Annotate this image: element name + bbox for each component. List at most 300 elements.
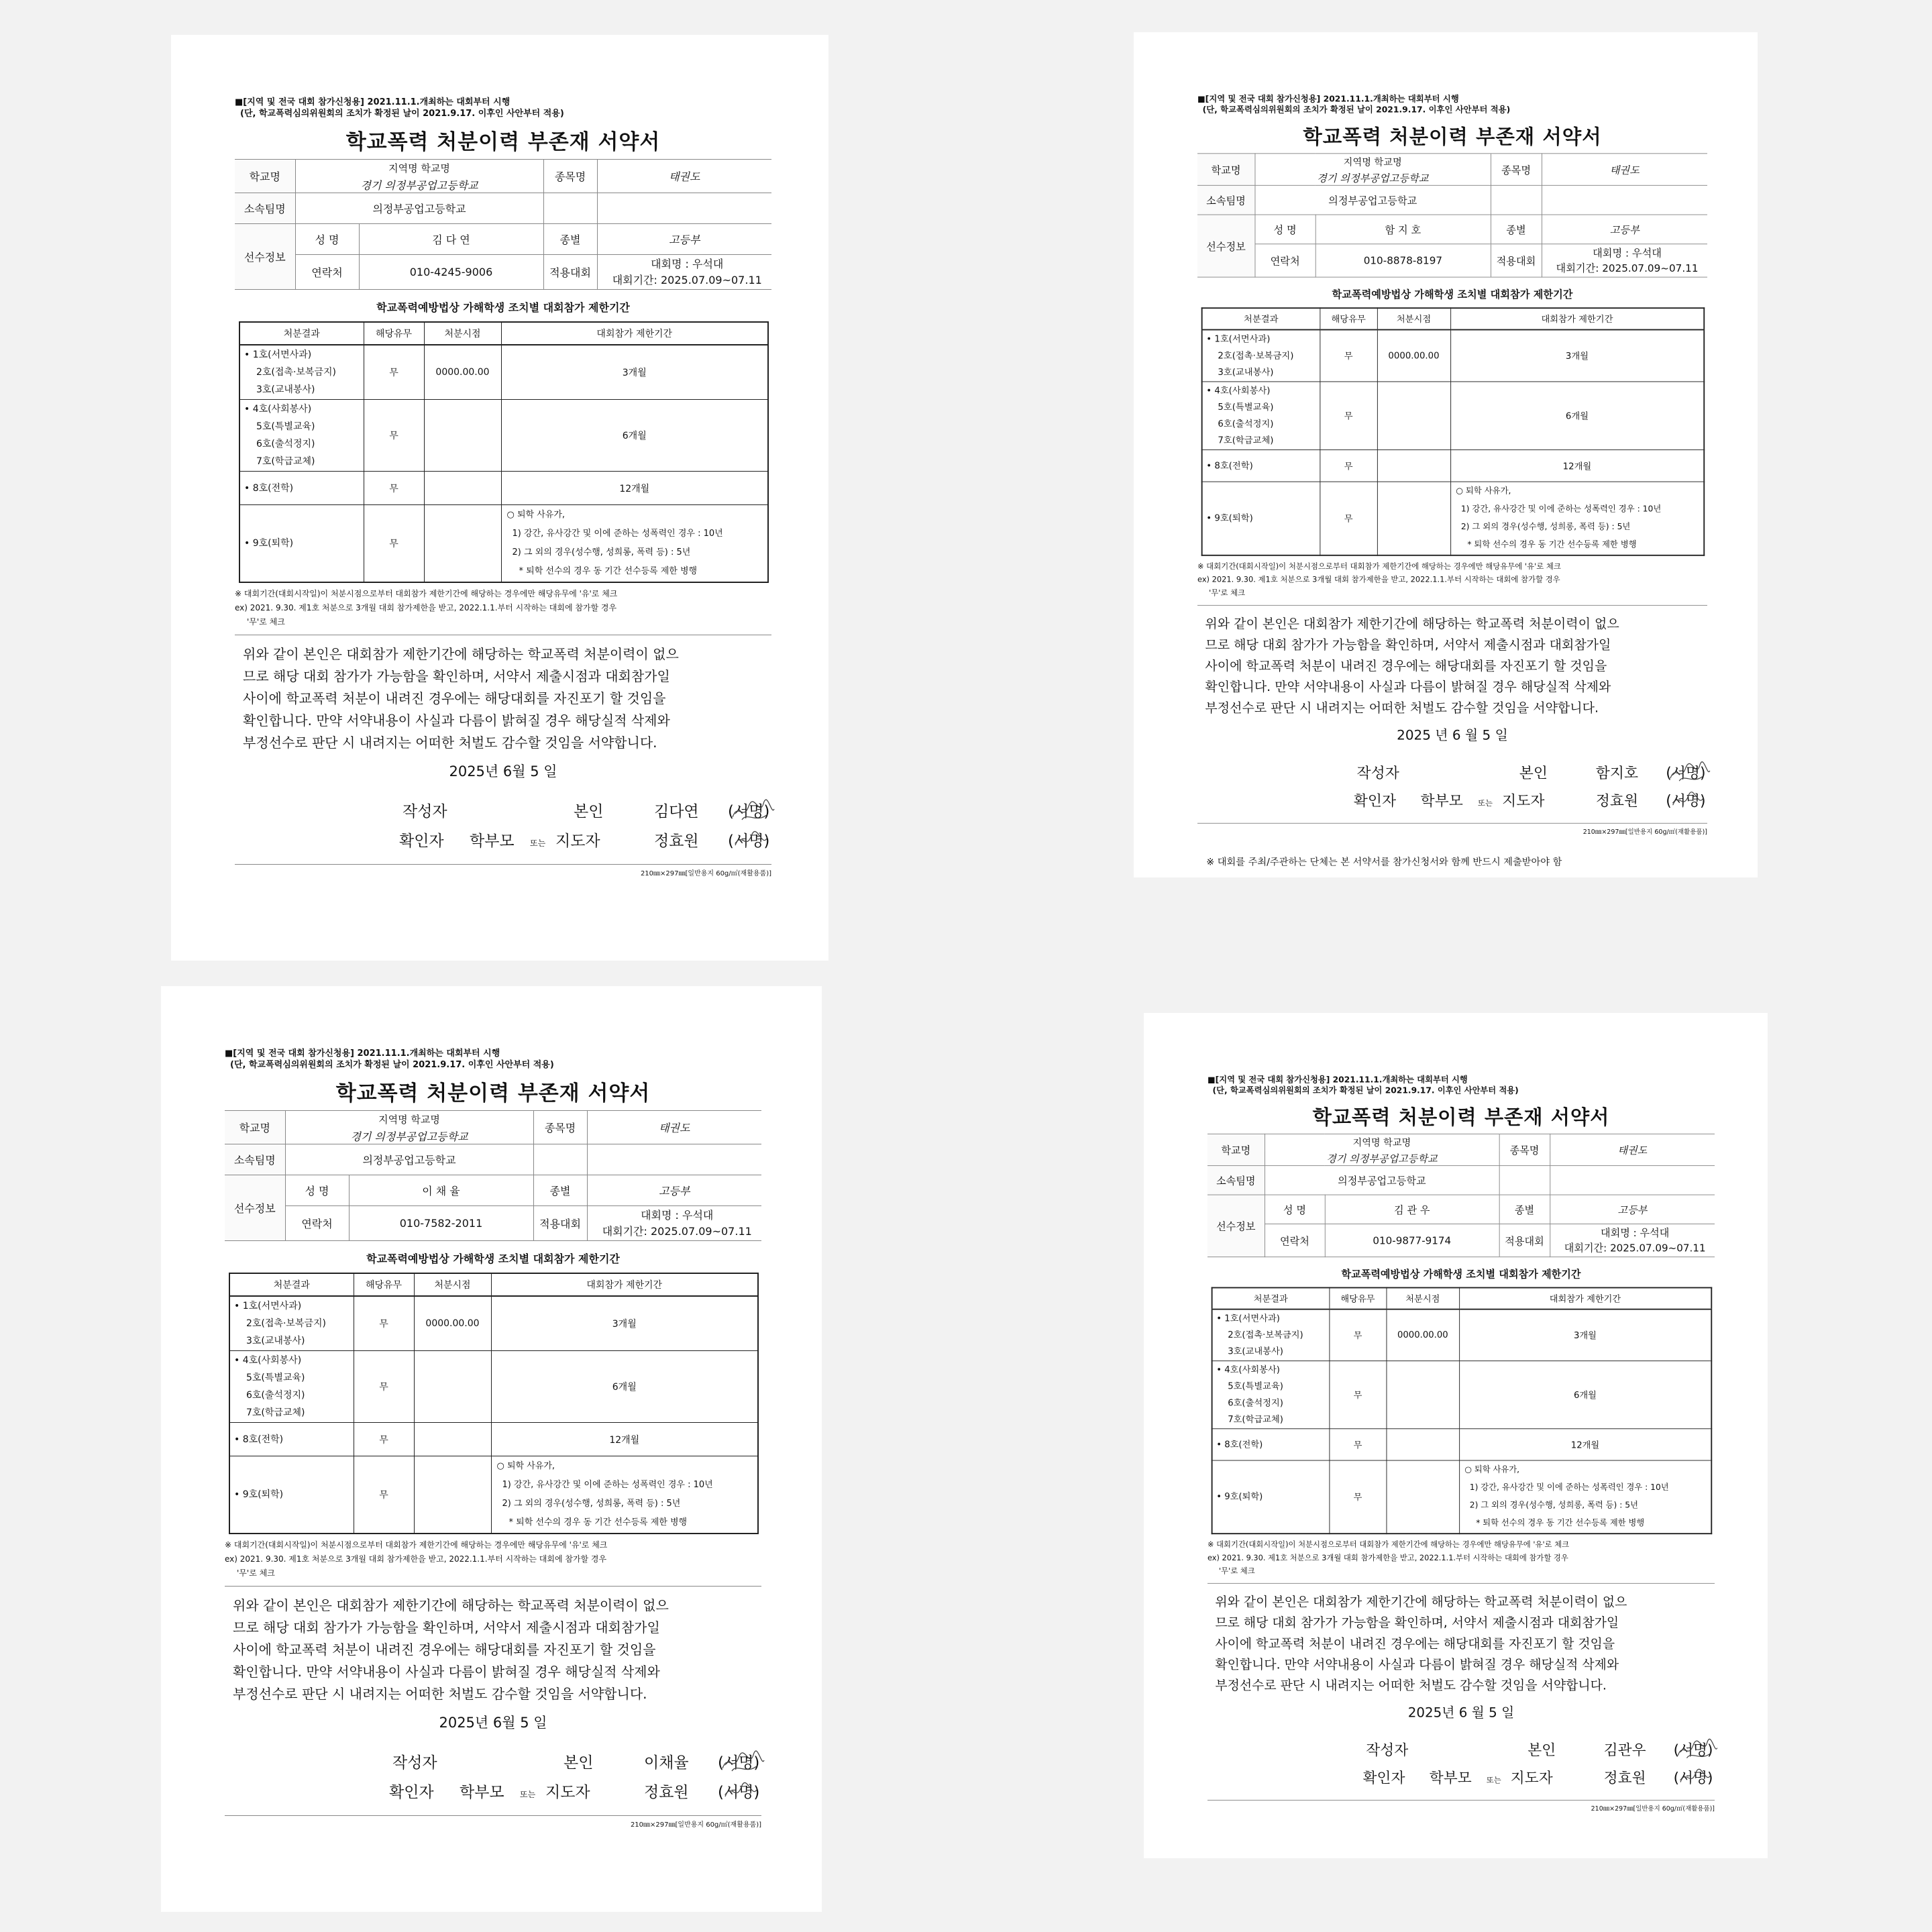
competition-name: 대회명 : 우석대 xyxy=(651,257,724,270)
statement-line: 사이에 학교폭력 처분이 내려진 경우에는 해당대회를 자진포기 할 것임을 xyxy=(243,690,666,706)
detail-line: 1) 강간, 유사강간 및 이에 준하는 성폭력인 경우 : 10년 xyxy=(1460,504,1662,515)
row-line: 6호(출석정지) xyxy=(1228,1397,1283,1409)
detail-line: 2) 그 외의 경우(성수행, 성희롱, 폭력 등) : 5년 xyxy=(1460,522,1631,532)
school-value: 경기 의정부공업고등학교 xyxy=(285,1128,533,1144)
disposition-cell xyxy=(1202,330,1320,382)
player-name: 김 관 우 xyxy=(1325,1195,1499,1224)
row-line: 2호(접촉·보복금지) xyxy=(1218,350,1294,362)
event-value: 태권도 xyxy=(1550,1134,1715,1165)
disposition-cell: • 8호(전학) xyxy=(1212,1429,1330,1460)
statement-line: 위와 같이 본인은 대회참가 제한기간에 해당하는 학교폭력 처분이력이 없으 xyxy=(243,646,679,662)
competition-label: 적용대회 xyxy=(533,1206,587,1241)
coach-label: 지도자 xyxy=(1510,1770,1553,1787)
applicable-cell: 무 xyxy=(364,472,424,505)
statement-line: 위와 같이 본인은 대회참가 제한기간에 해당하는 학교폭력 처분이력이 없으 xyxy=(1205,616,1619,631)
statement-line: 확인합니다. 만약 서약내용이 사실과 다름이 밝혀질 경우 해당실적 삭제와 xyxy=(1215,1656,1619,1672)
competition-info xyxy=(597,255,771,290)
row-line: 7호(학급교체) xyxy=(256,456,315,467)
writer-signature-row xyxy=(225,1748,761,1778)
note-line: ※ 대회기간(대회시작일)이 처분시점으로부터 대회참가 제한기간에 해당하는 경우에만 해당유무에 '유'로 체크 xyxy=(1208,1540,1570,1549)
pledge-form xyxy=(225,1048,761,1849)
row-line: 6호(출석정지) xyxy=(246,1390,305,1401)
disposition-cell: • 9호(퇴학) xyxy=(239,505,364,583)
applicant-info-table xyxy=(1197,153,1707,277)
school-value: 경기 의정부공업고등학교 xyxy=(1255,170,1491,186)
table-row xyxy=(1202,450,1705,482)
limit-cell: 12개월 xyxy=(501,472,768,505)
table-note xyxy=(225,1538,761,1580)
applicable-cell: 무 xyxy=(354,1296,414,1351)
detail-line: 1) 강간, 유사강간 및 이에 준하는 성폭력인 경우 : 10년 xyxy=(502,1480,713,1490)
statement-line: 부정선수로 판단 시 내려지는 어떠한 처벌도 감수할 것임을 서약합니다. xyxy=(243,735,657,751)
contact-value: 010-8878-8197 xyxy=(1316,244,1491,277)
disposition-cell: • 9호(퇴학) xyxy=(1212,1460,1330,1534)
division-value: 고등부 xyxy=(587,1175,761,1206)
school-label: 학교명 xyxy=(235,160,295,193)
row-line: 2호(접촉·보복금지) xyxy=(246,1318,326,1329)
table-note xyxy=(1208,1538,1715,1578)
table-row xyxy=(239,400,768,472)
contact-value: 010-7582-2011 xyxy=(349,1206,533,1241)
competition-period: 대회기간: 2025.07.09~07.11 xyxy=(1564,1242,1706,1254)
table-row xyxy=(1212,1309,1712,1361)
detail-line: * 퇴학 선수의 경우 동 기간 선수등록 제한 병행 xyxy=(1476,1518,1645,1528)
statement-line: 확인합니다. 만약 서약내용이 사실과 다름이 밝혀질 경우 해당실적 삭제와 xyxy=(243,712,670,729)
header-line-1: ■[지역 및 전국 대회 참가신청용] 2021.11.1.개최하는 대회부터 시행 xyxy=(225,1049,500,1059)
time-cell xyxy=(1386,1361,1459,1429)
row-line: 7호(학급교체) xyxy=(246,1407,305,1418)
competition-name: 대회명 : 우석대 xyxy=(1600,1226,1670,1239)
division-label: 종별 xyxy=(1499,1195,1550,1224)
note-line: ex) 2021. 9.30. 제1호 처분으로 3개월 대회 참가제한을 받고, 2022.1.1.부터 시작하는 대회에 참가할 경우 xyxy=(1197,575,1560,584)
handwritten-signature xyxy=(731,828,771,855)
applicable-cell: 무 xyxy=(1320,482,1377,555)
statement-line: 사이에 학교폭력 처분이 내려진 경우에는 해당대회를 자진포기 할 것임을 xyxy=(1205,657,1607,674)
name-label: 성 명 xyxy=(1255,215,1316,244)
team-label: 소속팀명 xyxy=(225,1144,285,1175)
pledge-date: 2025년 6 월 5 일 xyxy=(1407,1705,1515,1721)
restriction-table xyxy=(1201,307,1705,556)
row-line: • 1호(서면사과) xyxy=(244,350,312,360)
document-sheet xyxy=(1134,32,1758,877)
division-label: 종별 xyxy=(1491,215,1542,244)
detail-line: 2) 그 외의 경우(성수행, 성희롱, 폭력 등) : 5년 xyxy=(512,547,691,557)
confirmer-label: 확인자 xyxy=(1353,793,1397,810)
event-label: 종목명 xyxy=(1499,1134,1550,1165)
statement-line: 부정선수로 판단 시 내려지는 어떠한 처벌도 감수할 것임을 서약합니다. xyxy=(233,1686,647,1702)
time-cell xyxy=(414,1456,491,1534)
pledge-date: 2025년 6월 5 일 xyxy=(439,1715,547,1731)
statement-line: 므로 해당 대회 참가가 가능함을 확인하며, 서약서 제출시점과 대회참가일 xyxy=(1205,637,1611,653)
document-sheet xyxy=(171,35,828,961)
row-line: 5호(특별교육) xyxy=(256,421,315,432)
school-value: 경기 의정부공업고등학교 xyxy=(1265,1150,1499,1166)
applicable-cell: 무 xyxy=(1329,1460,1386,1534)
contact-label: 연락처 xyxy=(1265,1224,1325,1257)
parent-label: 학부모 xyxy=(1429,1770,1472,1787)
limit-cell: 3개월 xyxy=(1459,1309,1711,1361)
detail-line: * 퇴학 선수의 경우 동 기간 선수등록 제한 병행 xyxy=(508,1517,688,1527)
time-cell: 0000.00.00 xyxy=(424,345,501,400)
player-label: 선수정보 xyxy=(225,1175,285,1241)
handwritten-signature xyxy=(1673,1766,1715,1791)
detail-line: ○ 퇴학 사유가, xyxy=(1456,486,1511,496)
applicable-cell: 무 xyxy=(364,505,424,583)
handwritten-signature xyxy=(730,797,777,824)
statement-line: 부정선수로 판단 시 내려지는 어떠한 처벌도 감수할 것임을 서약합니다. xyxy=(1215,1677,1607,1693)
writer-label: 작성자 xyxy=(392,1754,437,1772)
time-cell: 0000.00.00 xyxy=(414,1296,491,1351)
row-line: 7호(학급교체) xyxy=(1218,435,1274,446)
confirmer-label: 확인자 xyxy=(399,833,444,850)
note-line: ex) 2021. 9.30. 제1호 처분으로 3개월 대회 참가제한을 받고, 2022.1.1.부터 시작하는 대회에 참가할 경우 xyxy=(235,603,617,612)
event-value: 태권도 xyxy=(587,1111,761,1144)
limit-cell: 6개월 xyxy=(501,400,768,472)
time-cell xyxy=(1377,482,1450,555)
table-row xyxy=(1202,482,1705,555)
note-line: ex) 2021. 9.30. 제1호 처분으로 3개월 대회 참가제한을 받고, 2022.1.1.부터 시작하는 대회에 참가할 경우 xyxy=(1208,1553,1568,1562)
row-line: • 4호(사회봉사) xyxy=(1216,1364,1280,1375)
row-line: • 4호(사회봉사) xyxy=(1206,386,1271,396)
or-text: 또는 xyxy=(520,1790,536,1799)
form-title: 학교폭력 처분이력 부존재 서약서 xyxy=(1312,1106,1610,1130)
contact-label: 연락처 xyxy=(295,255,359,290)
row-line: • 1호(서면사과) xyxy=(1216,1313,1280,1324)
row-line: 6호(출석정지) xyxy=(1218,419,1274,429)
competition-period: 대회기간: 2025.07.09~07.11 xyxy=(612,273,762,286)
limit-cell: 12개월 xyxy=(491,1423,758,1456)
contact-label: 연락처 xyxy=(1255,244,1316,277)
competition-period: 대회기간: 2025.07.09~07.11 xyxy=(1556,262,1699,274)
row-line: • 1호(서면사과) xyxy=(1206,334,1271,345)
applicable-cell: 무 xyxy=(354,1351,414,1423)
document-sheet xyxy=(1144,1013,1768,1858)
limit-cell: 12개월 xyxy=(1450,450,1704,482)
coach-label: 지도자 xyxy=(1502,793,1545,810)
or-text: 또는 xyxy=(1478,798,1493,808)
time-cell: 0000.00.00 xyxy=(1386,1309,1459,1361)
team-label: 소속팀명 xyxy=(235,193,295,224)
sign-mark: (서명) xyxy=(1666,793,1706,810)
name-label: 성 명 xyxy=(285,1175,349,1206)
restriction-subtitle: 학교폭력예방법상 가해학생 조치별 대회참가 제한기간 xyxy=(1341,1268,1581,1281)
detail-line: ○ 퇴학 사유가, xyxy=(1464,1465,1519,1475)
col-time: 처분시점 xyxy=(1386,1288,1459,1309)
pledge-statement xyxy=(235,635,771,754)
time-cell xyxy=(1377,382,1450,450)
table-row xyxy=(1202,330,1705,382)
sign-mark: (서명) xyxy=(1673,1770,1713,1787)
detail-line: 2) 그 외의 경우(성수행, 성희롱, 폭력 등) : 5년 xyxy=(1469,1501,1638,1511)
restriction-table xyxy=(229,1273,759,1534)
header-line-2: (단, 학교폭력심의위원회의 조치가 확정된 날이 2021.9.17. 이후인 사안부터 적용) xyxy=(1202,105,1511,115)
pledge-form xyxy=(1208,1075,1715,1831)
row-line: 5호(특별교육) xyxy=(246,1373,305,1383)
disposition-cell xyxy=(1202,382,1320,450)
table-row xyxy=(229,1456,758,1534)
table-row xyxy=(239,345,768,400)
detail-line: ○ 퇴학 사유가, xyxy=(496,1461,555,1471)
school-label: 학교명 xyxy=(1208,1134,1265,1165)
contact-value: 010-4245-9006 xyxy=(359,255,543,290)
table-row xyxy=(1202,382,1705,450)
note-line: '무'로 체크 xyxy=(1209,588,1246,598)
col-result: 처분결과 xyxy=(1212,1288,1330,1309)
statement-line: 므로 해당 대회 참가가 가능함을 확인하며, 서약서 제출시점과 대회참가일 xyxy=(1215,1615,1619,1630)
statement-line: 사이에 학교폭력 처분이 내려진 경우에는 해당대회를 자진포기 할 것임을 xyxy=(1215,1635,1615,1652)
coach-label: 지도자 xyxy=(545,1784,590,1801)
paper-spec: 210㎜×297㎜[일반용지 60g/㎡(재활용품)] xyxy=(1197,823,1707,836)
coach-name: 정효원 xyxy=(1595,793,1639,810)
team-label: 소속팀명 xyxy=(1197,185,1255,215)
applicable-cell: 무 xyxy=(1329,1429,1386,1460)
table-row xyxy=(229,1423,758,1456)
coach-name: 정효원 xyxy=(644,1784,689,1801)
detail-line: * 퇴학 선수의 경우 동 기간 선수등록 제한 병행 xyxy=(519,566,698,576)
sign-mark: (서명) xyxy=(718,1754,760,1772)
note-line: ※ 대회기간(대회시작일)이 처분시점으로부터 대회참가 제한기간에 해당하는 경우에만 해당유무에 '유'로 체크 xyxy=(1197,561,1561,571)
restriction-subtitle: 학교폭력예방법상 가해학생 조치별 대회참가 제한기간 xyxy=(366,1252,620,1265)
writer-name: 이채율 xyxy=(644,1754,689,1772)
restriction-table xyxy=(239,321,769,583)
header-line-1: ■[지역 및 전국 대회 참가신청용] 2021.11.1.개최하는 대회부터 시행 xyxy=(235,97,511,107)
applicant-info-table xyxy=(235,159,771,290)
time-cell: 0000.00.00 xyxy=(1377,330,1450,382)
writer-name: 함지호 xyxy=(1595,765,1639,782)
division-value: 고등부 xyxy=(1550,1195,1715,1224)
player-name: 김 다 연 xyxy=(359,224,543,255)
row-line: 5호(특별교육) xyxy=(1228,1381,1283,1392)
or-label xyxy=(1487,1764,1501,1794)
expulsion-detail xyxy=(1459,1460,1711,1534)
row-line: • 4호(사회봉사) xyxy=(234,1355,302,1366)
or-label xyxy=(530,826,545,858)
note-line: '무'로 체크 xyxy=(247,617,285,627)
disposition-cell xyxy=(229,1296,354,1351)
col-time: 처분시점 xyxy=(424,322,501,345)
team-value: 의정부공업고등학교 xyxy=(1255,185,1491,215)
time-cell xyxy=(1377,450,1450,482)
handwritten-signature xyxy=(1675,1737,1719,1762)
self-label: 본인 xyxy=(1519,765,1548,782)
confirmer-label: 확인자 xyxy=(1362,1770,1405,1787)
team-value: 의정부공업고등학교 xyxy=(1265,1166,1499,1195)
confirmer-signature-row xyxy=(225,1778,761,1807)
competition-info xyxy=(587,1206,761,1241)
applicant-info-table xyxy=(225,1110,761,1241)
statement-line: 위와 같이 본인은 대회참가 제한기간에 해당하는 학교폭력 처분이력이 없으 xyxy=(233,1597,669,1613)
competition-info xyxy=(1542,244,1707,277)
detail-line: 2) 그 외의 경우(성수행, 성희롱, 폭력 등) : 5년 xyxy=(502,1499,681,1509)
division-value: 고등부 xyxy=(597,224,771,255)
document-sheet xyxy=(161,986,822,1912)
header-line-2: (단, 학교폭력심의위원회의 조치가 확정된 날이 2021.9.17. 이후인 사안부터 적용) xyxy=(230,1060,554,1070)
writer-label: 작성자 xyxy=(402,803,447,820)
pledge-statement xyxy=(225,1586,761,1705)
col-time: 처분시점 xyxy=(414,1273,491,1296)
time-cell xyxy=(424,472,501,505)
row-line: 7호(학급교체) xyxy=(1228,1414,1283,1425)
region-school-label: 지역명 학교명 xyxy=(285,1111,533,1128)
statement-line: 확인합니다. 만약 서약내용이 사실과 다름이 밝혀질 경우 해당실적 삭제와 xyxy=(1205,679,1611,694)
disposition-cell xyxy=(1212,1361,1330,1429)
event-label: 종목명 xyxy=(1491,154,1542,186)
row-line: 6호(출석정지) xyxy=(256,439,315,449)
limit-cell: 6개월 xyxy=(1459,1361,1711,1429)
row-line: 2호(접촉·보복금지) xyxy=(1228,1330,1303,1340)
row-line: • 4호(사회봉사) xyxy=(244,404,312,415)
table-row xyxy=(1212,1429,1712,1460)
player-name: 이 채 율 xyxy=(349,1175,533,1206)
disposition-cell: • 8호(전학) xyxy=(1202,450,1320,482)
school-label: 학교명 xyxy=(225,1111,285,1144)
disposition-cell xyxy=(239,345,364,400)
col-applicable: 해당유무 xyxy=(364,322,424,345)
table-note xyxy=(235,587,771,629)
contact-value: 010-9877-9174 xyxy=(1325,1224,1499,1257)
time-cell xyxy=(424,400,501,472)
writer-name: 김관우 xyxy=(1603,1742,1646,1759)
note-line: '무'로 체크 xyxy=(237,1568,275,1578)
col-result: 처분결과 xyxy=(229,1273,354,1296)
disposition-cell xyxy=(229,1351,354,1423)
header-line-2: (단, 학교폭력심의위원회의 조치가 확정된 날이 2021.9.17. 이후인 사안부터 적용) xyxy=(1212,1086,1519,1096)
competition-label: 적용대회 xyxy=(1499,1224,1550,1257)
applicable-cell: 무 xyxy=(364,400,424,472)
time-cell xyxy=(414,1351,491,1423)
col-limit: 대회참가 제한기간 xyxy=(491,1273,758,1296)
expulsion-detail xyxy=(501,505,768,583)
note-line: ex) 2021. 9.30. 제1호 처분으로 3개월 대회 참가제한을 받고, 2022.1.1.부터 시작하는 대회에 참가할 경우 xyxy=(225,1554,607,1564)
table-row xyxy=(229,1351,758,1423)
team-value: 의정부공업고등학교 xyxy=(285,1144,533,1175)
sign-mark: (서명) xyxy=(718,1784,760,1801)
statement-line: 위와 같이 본인은 대회참가 제한기간에 해당하는 학교폭력 처분이력이 없으 xyxy=(1215,1593,1627,1609)
self-label: 본인 xyxy=(564,1754,594,1772)
paper-spec: 210㎜×297㎜[일반용지 60g/㎡(재활용품)] xyxy=(225,1815,761,1829)
table-row xyxy=(229,1296,758,1351)
event-label: 종목명 xyxy=(543,160,597,193)
applicable-cell: 무 xyxy=(1320,450,1377,482)
expulsion-detail xyxy=(491,1456,758,1534)
region-school-label: 지역명 학교명 xyxy=(1265,1134,1499,1150)
row-line: • 1호(서면사과) xyxy=(234,1301,302,1311)
parent-label: 학부모 xyxy=(1420,793,1463,810)
team-label: 소속팀명 xyxy=(1208,1166,1265,1195)
coach-label: 지도자 xyxy=(555,833,600,850)
handwritten-signature xyxy=(721,1779,761,1806)
name-label: 성 명 xyxy=(1265,1195,1325,1224)
detail-line: 1) 강간, 유사강간 및 이에 준하는 성폭력인 경우 : 10년 xyxy=(512,529,723,539)
paper-spec: 210㎜×297㎜[일반용지 60g/㎡(재활용품)] xyxy=(1208,1800,1715,1813)
writer-name: 김다연 xyxy=(654,803,699,820)
event-value: 태권도 xyxy=(597,160,771,193)
table-row xyxy=(1212,1460,1712,1534)
player-name: 함 지 호 xyxy=(1316,215,1491,244)
competition-label: 적용대회 xyxy=(1491,244,1542,277)
confirmer-signature-row xyxy=(1197,788,1707,816)
or-label xyxy=(1478,788,1493,818)
row-line: 3호(교내봉사) xyxy=(1228,1346,1283,1357)
col-limit: 대회참가 제한기간 xyxy=(501,322,768,345)
self-label: 본인 xyxy=(574,803,604,820)
detail-line: * 퇴학 선수의 경우 동 기간 선수등록 제한 병행 xyxy=(1467,540,1637,550)
competition-name: 대회명 : 우석대 xyxy=(1593,246,1662,259)
time-cell xyxy=(424,505,501,583)
table-row xyxy=(239,472,768,505)
limit-cell: 3개월 xyxy=(501,345,768,400)
statement-line: 사이에 학교폭력 처분이 내려진 경우에는 해당대회를 자진포기 할 것임을 xyxy=(233,1642,656,1658)
writer-signature-row xyxy=(235,797,771,826)
writer-signature-row xyxy=(1208,1737,1715,1765)
disposition-cell: • 9호(퇴학) xyxy=(229,1456,354,1534)
applicant-info-table xyxy=(1208,1134,1715,1257)
time-cell xyxy=(1386,1460,1459,1534)
applicable-cell: 무 xyxy=(364,345,424,400)
or-text: 또는 xyxy=(1486,1776,1501,1785)
col-applicable: 해당유무 xyxy=(1320,308,1377,329)
player-label: 선수정보 xyxy=(235,224,295,290)
handwritten-signature xyxy=(1669,789,1707,814)
confirmer-signature-row xyxy=(1208,1764,1715,1792)
col-applicable: 해당유무 xyxy=(1329,1288,1386,1309)
form-title: 학교폭력 처분이력 부존재 서약서 xyxy=(335,1081,651,1106)
parent-label: 학부모 xyxy=(460,1784,504,1801)
col-applicable: 해당유무 xyxy=(354,1273,414,1296)
or-label xyxy=(520,1778,535,1809)
sign-mark: (서명) xyxy=(728,803,770,820)
pledge-statement xyxy=(1197,605,1707,718)
writer-label: 작성자 xyxy=(1366,1742,1409,1759)
form-title: 학교폭력 처분이력 부존재 서약서 xyxy=(1303,125,1602,149)
row-line: 2호(접촉·보복금지) xyxy=(256,367,336,378)
competition-name: 대회명 : 우석대 xyxy=(641,1208,714,1222)
coach-name: 정효원 xyxy=(1603,1770,1646,1787)
col-time: 처분시점 xyxy=(1377,308,1450,329)
time-cell xyxy=(1386,1429,1459,1460)
sign-mark: (서명) xyxy=(1666,765,1706,782)
player-label: 선수정보 xyxy=(1208,1195,1265,1257)
row-line: 3호(교내봉사) xyxy=(1218,367,1274,378)
division-label: 종별 xyxy=(533,1175,587,1206)
col-limit: 대회참가 제한기간 xyxy=(1459,1288,1711,1309)
disposition-cell xyxy=(239,400,364,472)
applicable-cell: 무 xyxy=(1329,1309,1386,1361)
note-line: ※ 대회기간(대회시작일)이 처분시점으로부터 대회참가 제한기간에 해당하는 경우에만 해당유무에 '유'로 체크 xyxy=(225,1540,608,1550)
contact-label: 연락처 xyxy=(285,1206,349,1241)
col-result: 처분결과 xyxy=(1202,308,1320,329)
statement-line: 므로 해당 대회 참가가 가능함을 확인하며, 서약서 제출시점과 대회참가일 xyxy=(233,1619,660,1635)
note-line: '무'로 체크 xyxy=(1219,1566,1255,1576)
header-line-1: ■[지역 및 전국 대회 참가신청용] 2021.11.1.개최하는 대회부터 시행 xyxy=(1208,1075,1468,1085)
limit-cell: 6개월 xyxy=(1450,382,1704,450)
row-line: 5호(특별교육) xyxy=(1218,402,1274,413)
region-school-label: 지역명 학교명 xyxy=(1255,154,1491,170)
statement-line: 확인합니다. 만약 서약내용이 사실과 다름이 밝혀질 경우 해당실적 삭제와 xyxy=(233,1664,660,1680)
region-school-label: 지역명 학교명 xyxy=(295,160,543,177)
time-cell xyxy=(414,1423,491,1456)
restriction-subtitle: 학교폭력예방법상 가해학생 조치별 대회참가 제한기간 xyxy=(376,301,630,314)
handwritten-signature xyxy=(720,1748,767,1775)
applicable-cell: 무 xyxy=(354,1456,414,1534)
confirmer-signature-row xyxy=(235,826,771,856)
division-value: 고등부 xyxy=(1542,215,1707,244)
sign-mark: (서명) xyxy=(728,833,770,850)
applicable-cell: 무 xyxy=(1320,330,1377,382)
competition-label: 적용대회 xyxy=(543,255,597,290)
table-note xyxy=(1197,559,1707,600)
writer-label: 작성자 xyxy=(1356,765,1399,782)
